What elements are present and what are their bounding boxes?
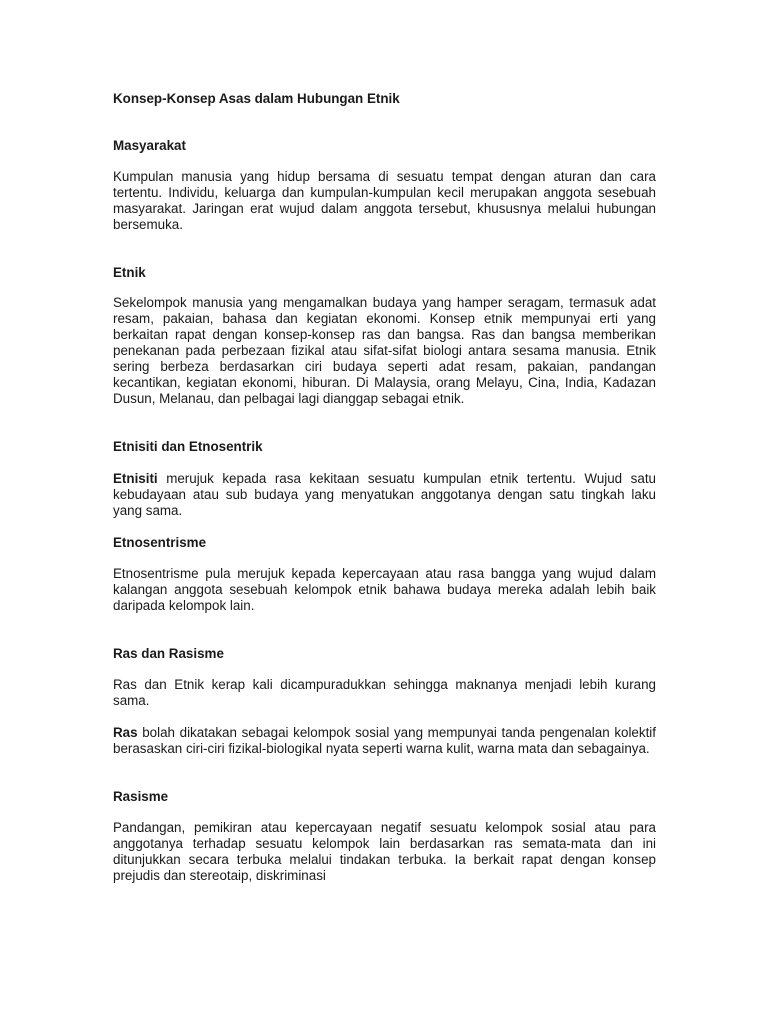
heading-ras-dan-rasisme: Ras dan Rasisme — [113, 646, 224, 661]
definition-ras: bolah dikatakan sebagai kelompok sosial yang mempunyai tanda pengenalan kolektif berasaskan ciri-ciri fizikal-biologikal nyata seperti warna kulit, warna mata dan sebagainya. — [113, 725, 656, 756]
document-title: Konsep-Konsep Asas dalam Hubungan Etnik — [113, 91, 400, 106]
paragraph-etnisiti — [113, 471, 656, 519]
paragraph-etnik: Sekelompok manusia yang mengamalkan budaya yang hamper seragam, termasuk adat resam, pakaian, bahasa dan kegiatan ekonomi. Konsep etnik mempunyai erti yang berkaitan rapat dengan konsep-konsep ras dan bangsa. Ras dan bangsa memberikan penekanan pada perbezaan fizikal atau sifat-sifat biologi antara sesama manusia. Etnik sering berbeza berdasarkan ciri budaya seperti adat resam, pakaian, pandangan kecantikan, kegiatan ekonomi, hiburan. Di Malaysia, orang Melayu, Cina, India, Kadazan Dusun, Melanau, dan pelbagai lagi dianggap sebagai etnik. — [113, 295, 656, 406]
heading-rasisme: Rasisme — [113, 789, 169, 804]
heading-etnik: Etnik — [113, 265, 146, 280]
paragraph-ras — [113, 725, 656, 757]
heading-etnosentrisme: Etnosentrisme — [113, 535, 207, 550]
heading-masyarakat: Masyarakat — [113, 138, 186, 153]
term-ras: Ras — [113, 725, 138, 740]
paragraph-ras-dan-etnik: Ras dan Etnik kerap kali dicampuradukkan sehingga maknanya menjadi lebih kurang sama. — [113, 677, 656, 708]
term-etnisiti: Etnisiti — [113, 471, 158, 486]
heading-etnisiti-etnosentrik: Etnisiti dan Etnosentrik — [113, 439, 263, 454]
paragraph-rasisme: Pandangan, pemikiran atau kepercayaan negatif sesuatu kelompok sosial atau para anggotanya terhadap sesuatu kelompok lain berdasarkan ras semata-mata dan ini ditunjukkan secara terbuka melalui tindakan terbuka. Ia berkait rapat dengan konsep prejudis dan stereotaip, diskriminasi — [113, 820, 656, 883]
definition-etnisiti: merujuk kepada rasa kekitaan sesuatu kumpulan etnik tertentu. Wujud satu kebudayaan atau sub budaya yang menyatukan anggotanya dengan satu tingkah laku yang sama. — [113, 471, 656, 518]
paragraph-masyarakat: Kumpulan manusia yang hidup bersama di sesuatu tempat dengan aturan dan cara tertentu. Individu, keluarga dan kumpulan-kumpulan kecil merupakan anggota sesebuah masyarakat. Jaringan erat wujud dalam anggota tersebut, khususnya melalui hubungan bersemuka. — [113, 169, 656, 232]
paragraph-etnosentrisme: Etnosentrisme pula merujuk kepada kepercayaan atau rasa bangga yang wujud dalam kalangan anggota sesebuah kelompok etnik bahawa budaya mereka adalah lebih baik daripada kelompok lain. — [113, 566, 656, 613]
